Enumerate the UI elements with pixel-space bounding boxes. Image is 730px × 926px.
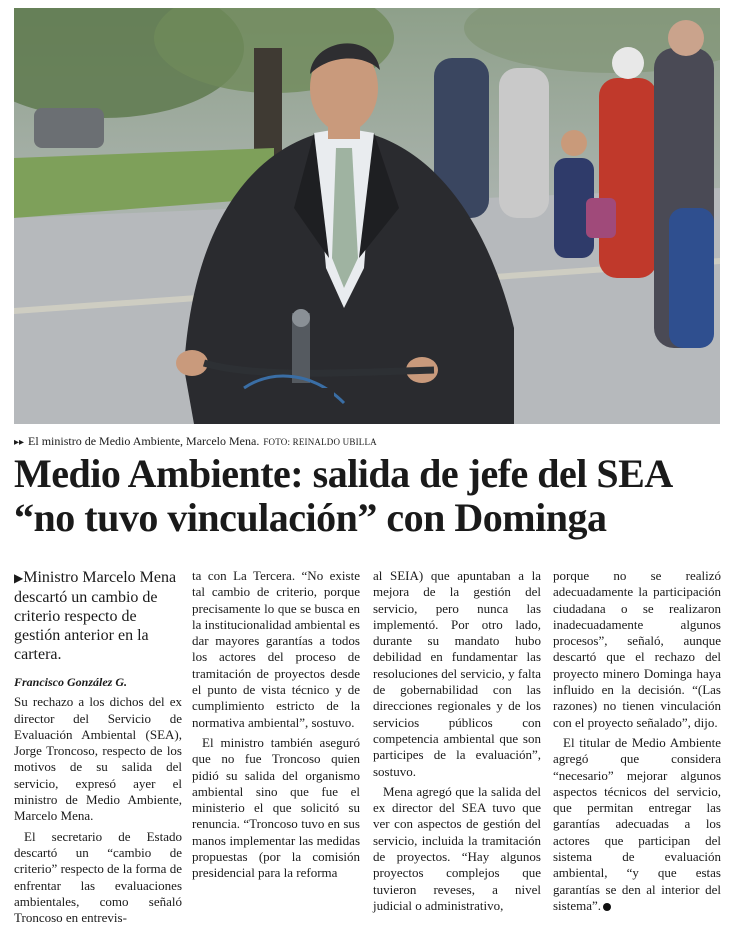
end-mark-icon [603,903,611,911]
article-column-2 [192,568,360,882]
lead-marker-icon: ▶ [14,571,24,585]
photo-caption [14,432,720,450]
photo-of-minister-with-bicycle-icon [14,8,720,424]
paragraph: Mena agregó que la salida del ex director del SEA tuvo que ver con aspectos de gestión del servicio, incluida la tramitación de proyectos. “Hay algunos proyectos complejos que tuvieron reveses, a nivel judicial o administrativo, [373,783,541,913]
byline: Francisco González G. [14,675,128,689]
paragraph: El ministro también aseguró que no fue Troncoso quien pidió su salida del organismo ambiental sino que fue el ministerio el que solicitó su renuncia. “Troncoso tuvo en sus manos implementar las medidas propuestas (por la comisión presidencial para la reforma [192,734,360,881]
headline [14,452,720,540]
lead-summary [14,568,182,664]
article-column-4 [553,568,721,914]
caption-arrows-icon: ▸▸ [14,437,25,448]
news-photo [14,8,720,424]
photo-credit: FOTO: REINALDO UBILLA [263,437,377,447]
article-column-3 [373,568,541,914]
article-column-1 [14,568,182,926]
paragraph: El secretario de Estado descartó un “cambio de criterio” respecto de la forma de enfrentar las evaluaciones ambientales, como señaló Troncoso en entrevis- [14,828,182,926]
headline-line-2: “no tuvo vinculación” con Dominga [14,495,607,540]
paragraph: al SEIA) que apuntaban a la mejora de la gestión del servicio, pero nunca las implementó. Por otro lado, durante su mandato hubo debilidad en fundamentar las resoluciones del servicio, y falta de gobernabilidad con las direcciones regionales y de los servicios públicos con competencia ambiental que son participes de la evaluación”, sostuvo. [373,568,541,779]
paragraph-text: El titular de Medio Ambiente agregó que considera “necesario” mejorar algunos aspectos técnicos del servicio, que permitan entregar las garantías adecuadas a los actores que participan del sistema de evaluación ambiental, “y que estas garantías se den al interior del sistema”. [553,734,721,913]
paragraph: Su rechazo a los dichos del ex director del Servicio de Evaluación Ambiental (SEA), Jorge Troncoso, respecto de los motivos de su salida del servicio, expresó ayer el ministro de Medio Ambiente, Marcelo Mena. [14,694,182,824]
paragraph: porque no se realizó adecuadamente la participación ciudadana o se realizaron inadecuadamente algunos procesos”, señaló, aunque descartó que el rechazo del proyecto minero Dominga haya influido en la decisión. “(Las razones) no tienen vinculación con el proyecto señalado”, dijo. [553,568,721,730]
paragraph: ta con La Tercera. “No existe tal cambio de criterio, porque precisamente lo que se busca en la institucionalidad ambiental es dar mayores garantías a todos los actores del proceso de tramitación de proyectos desde el punto de vista técnico y de cumplimiento estricto de la normativa ambiental”, sostuvo. [192,568,360,730]
lead-text: Ministro Marcelo Mena descartó un cambio de criterio respecto de gestión anterior en la cartera. [14,569,177,663]
paragraph-last [553,735,721,914]
caption-text: El ministro de Medio Ambiente, Marcelo Mena. [28,434,260,448]
headline-line-1: Medio Ambiente: salida de jefe del SEA [14,451,673,496]
